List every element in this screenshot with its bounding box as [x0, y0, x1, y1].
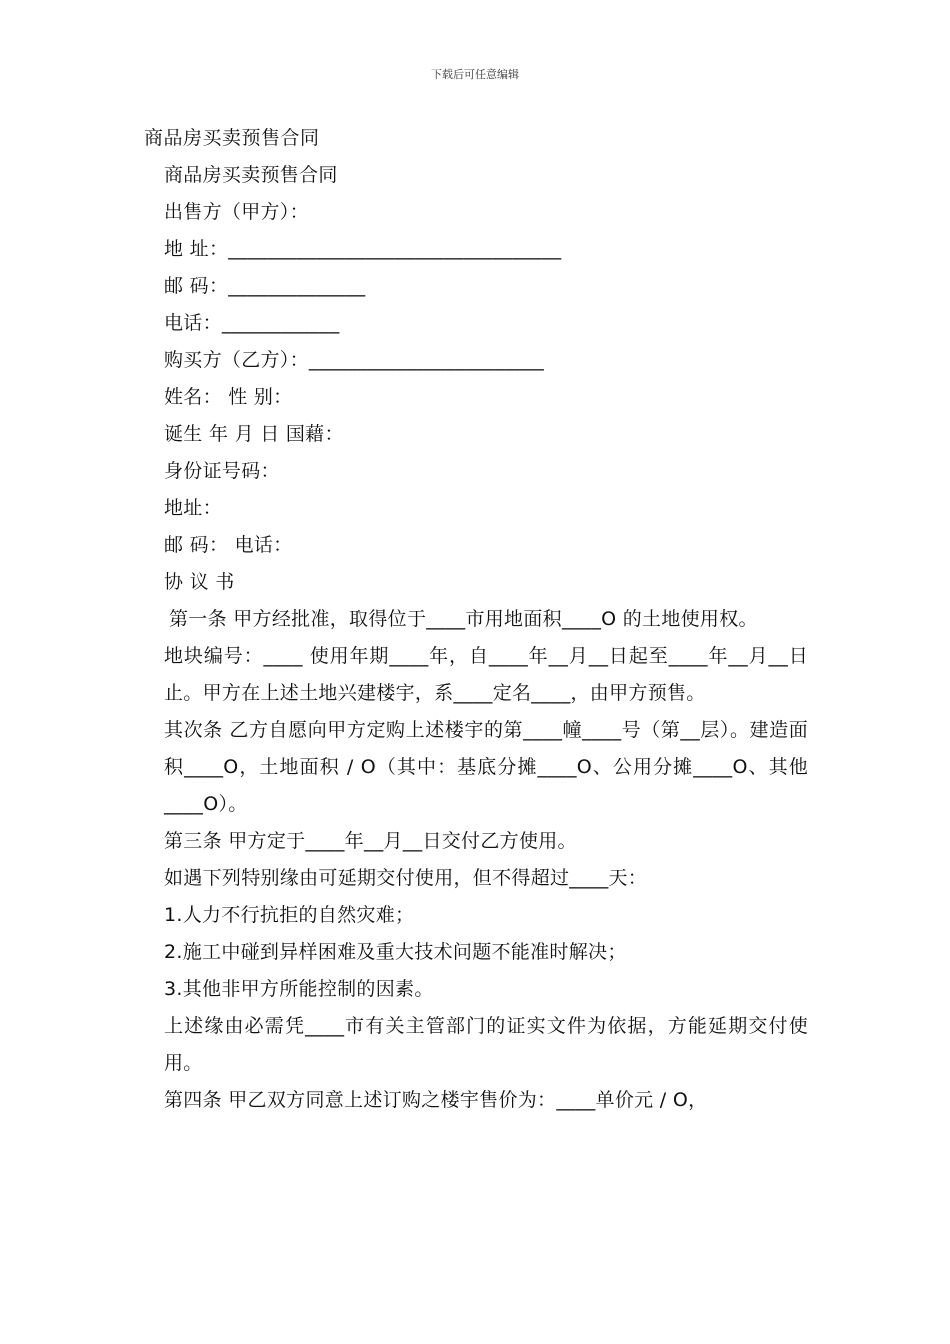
buyer-address: 地址：: [164, 497, 222, 519]
delay-conditions: 如遇下列特别缘由可延期交付使用，但不得超过____天：: [164, 867, 648, 889]
buyer-id-number: 身份证号码：: [164, 460, 280, 482]
buyer-label: 购买方（乙方）：________________________: [164, 349, 545, 371]
contract-heading: 商品房买卖预售合同: [164, 164, 338, 186]
buyer-birth-nationality: 诞生 年 月 日 国藉：: [164, 423, 344, 445]
condition-3: 3.其他非甲方所能控制的因素。: [164, 978, 434, 1000]
buyer-name-gender: 姓名： 性 别：: [164, 386, 293, 408]
article-1: 第一条 甲方经批准，取得位于____市用地面积____O 的土地使用权。: [169, 608, 758, 630]
document-title: 商品房买卖预售合同: [144, 127, 320, 149]
plot-number-paragraph: 地块编号：____ 使用年期____年，自____年__月__日起至____年__月__日止。甲方在上述土地兴建楼宇，系____定名____，由甲方预售。: [164, 645, 808, 704]
article-3: 第三条 甲方定于____年__月__日交付乙方使用。: [164, 830, 577, 852]
agreement-heading: 协 议 书: [164, 571, 235, 593]
seller-phone-field: 电话：____________: [164, 312, 340, 334]
condition-1: 1.人力不行抗拒的自然灾难；: [164, 904, 415, 926]
article-4: 第四条 甲乙双方同意上述订购之楼宇售价为：____单价元 / O，: [164, 1089, 708, 1111]
seller-address-field: 地 址：__________________________________: [164, 238, 562, 260]
seller-label: 出售方（甲方）：: [164, 201, 309, 223]
page-header: 下载后可任意编辑: [431, 68, 519, 81]
evidence-paragraph: 上述缘由必需凭____市有关主管部门的证实文件为依据，方能延期交付使用。: [164, 1015, 808, 1074]
document-body: [144, 120, 808, 1119]
seller-postcode-field: 邮 码：______________: [164, 275, 366, 297]
buyer-postcode-phone: 邮 码： 电话：: [164, 534, 293, 556]
article-2: 其次条 乙方自愿向甲方定购上述楼宇的第____幢____号（第__层）。建造面积____O，土地面积 / O（其中：基底分摊____O、公用分摊____O、其他____O）。: [164, 719, 808, 815]
condition-2: 2.施工中碰到异样困难及重大技术问题不能准时解决；: [164, 941, 627, 963]
